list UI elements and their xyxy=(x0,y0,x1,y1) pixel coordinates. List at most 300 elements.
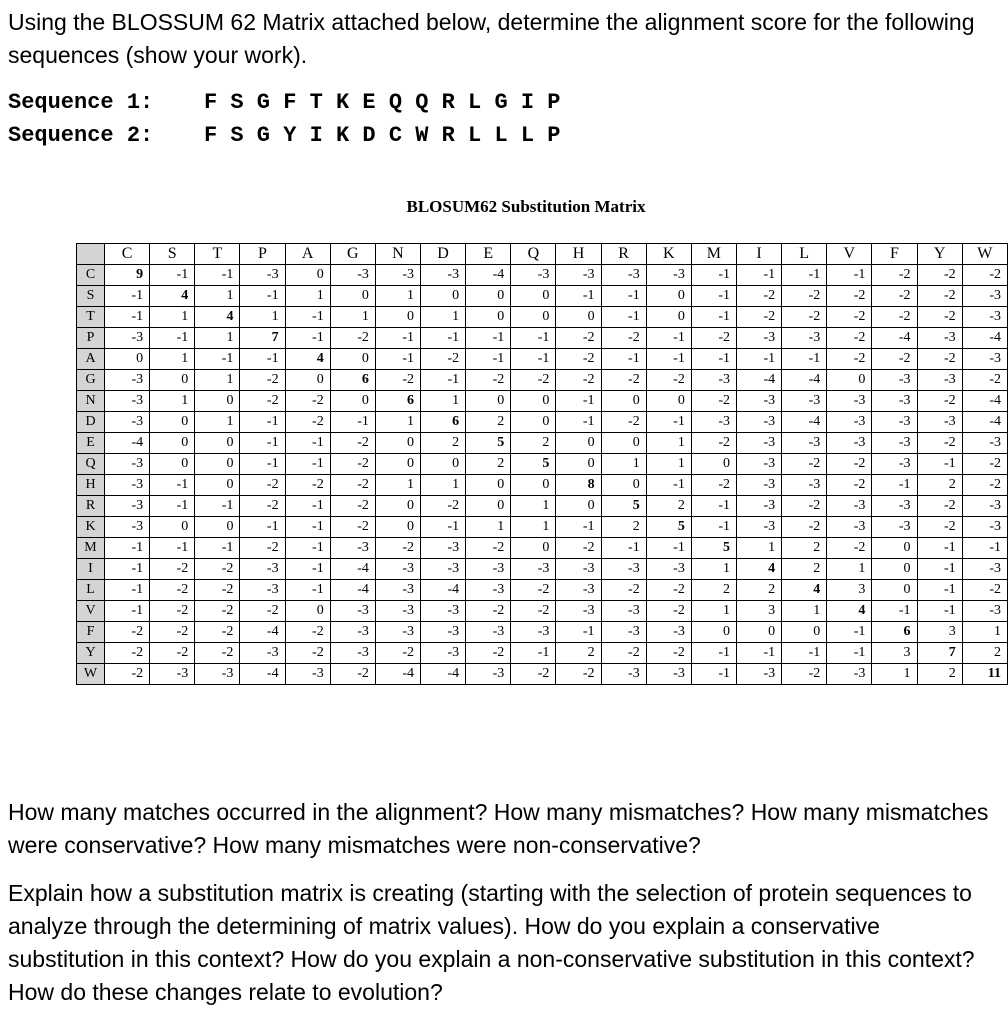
matrix-cell: -2 xyxy=(827,349,872,370)
matrix-cell: 0 xyxy=(872,559,917,580)
matrix-cell: -3 xyxy=(827,412,872,433)
matrix-cell: -2 xyxy=(917,391,962,412)
matrix-cell: 0 xyxy=(375,517,420,538)
matrix-cell: -2 xyxy=(240,370,285,391)
matrix-cell: -3 xyxy=(466,559,511,580)
matrix-cell: 1 xyxy=(511,517,556,538)
matrix-cell: -3 xyxy=(872,370,917,391)
matrix-cell: 0 xyxy=(375,307,420,328)
matrix-cell: -1 xyxy=(240,454,285,475)
matrix-cell: 0 xyxy=(511,412,556,433)
matrix-cell: 0 xyxy=(646,391,691,412)
matrix-cell: -2 xyxy=(195,622,240,643)
matrix-cell: -2 xyxy=(105,622,150,643)
matrix-cell: -3 xyxy=(691,412,736,433)
matrix-cell: 1 xyxy=(646,454,691,475)
blosum62-matrix xyxy=(76,243,1008,685)
matrix-row-header: D xyxy=(77,412,105,433)
matrix-cell: -1 xyxy=(601,349,646,370)
matrix-cell: 0 xyxy=(556,433,601,454)
matrix-row-header: T xyxy=(77,307,105,328)
matrix-cell: -1 xyxy=(285,517,330,538)
matrix-cell: 1 xyxy=(150,307,195,328)
matrix-cell: -2 xyxy=(150,580,195,601)
matrix-cell: -2 xyxy=(285,622,330,643)
matrix-row-header: Q xyxy=(77,454,105,475)
matrix-cell: 2 xyxy=(511,433,556,454)
matrix-cell: 0 xyxy=(511,538,556,559)
matrix-cell: -2 xyxy=(917,265,962,286)
matrix-cell: 1 xyxy=(150,391,195,412)
matrix-cell: -3 xyxy=(375,580,420,601)
matrix-row xyxy=(77,349,1008,370)
matrix-cell: -1 xyxy=(917,454,962,475)
matrix-cell: -4 xyxy=(782,412,827,433)
matrix-cell: -1 xyxy=(466,328,511,349)
matrix-cell: 0 xyxy=(691,454,736,475)
matrix-cell: -3 xyxy=(421,559,466,580)
matrix-cell: 0 xyxy=(375,496,420,517)
matrix-column-header: E xyxy=(466,244,511,265)
matrix-cell: -3 xyxy=(827,517,872,538)
matrix-cell: 6 xyxy=(872,622,917,643)
matrix-cell: -3 xyxy=(917,328,962,349)
matrix-cell: -1 xyxy=(691,643,736,664)
matrix-cell: -3 xyxy=(872,496,917,517)
matrix-cell: 0 xyxy=(782,622,827,643)
matrix-cell: -2 xyxy=(330,475,375,496)
matrix-cell: 1 xyxy=(421,391,466,412)
matrix-row-header: M xyxy=(77,538,105,559)
matrix-cell: -1 xyxy=(962,538,1007,559)
matrix-cell: 6 xyxy=(330,370,375,391)
matrix-header-row xyxy=(77,244,1008,265)
matrix-cell: -4 xyxy=(240,622,285,643)
matrix-cell: -3 xyxy=(330,643,375,664)
matrix-cell: -3 xyxy=(917,412,962,433)
matrix-row-header: W xyxy=(77,664,105,685)
matrix-cell: 2 xyxy=(601,517,646,538)
matrix-cell: -1 xyxy=(736,349,781,370)
matrix-cell: -2 xyxy=(330,454,375,475)
matrix-cell: -2 xyxy=(601,643,646,664)
matrix-row xyxy=(77,370,1008,391)
matrix-cell: -1 xyxy=(195,265,240,286)
matrix-cell: 8 xyxy=(556,475,601,496)
matrix-cell: -2 xyxy=(962,265,1007,286)
matrix-cell: -1 xyxy=(285,538,330,559)
matrix-cell: 2 xyxy=(466,412,511,433)
matrix-cell: -1 xyxy=(511,328,556,349)
matrix-row xyxy=(77,412,1008,433)
matrix-row-header: S xyxy=(77,286,105,307)
matrix-cell: -2 xyxy=(962,454,1007,475)
matrix-cell: -2 xyxy=(285,391,330,412)
matrix-cell: -2 xyxy=(556,664,601,685)
matrix-column-header: V xyxy=(827,244,872,265)
matrix-cell: 0 xyxy=(150,517,195,538)
matrix-row-header: G xyxy=(77,370,105,391)
matrix-cell: -3 xyxy=(556,601,601,622)
matrix-cell: -2 xyxy=(646,601,691,622)
matrix-cell: -2 xyxy=(872,286,917,307)
matrix-cell: -1 xyxy=(872,601,917,622)
matrix-cell: -2 xyxy=(195,643,240,664)
matrix-cell: 5 xyxy=(646,517,691,538)
matrix-cell: 1 xyxy=(375,286,420,307)
matrix-cell: -3 xyxy=(827,664,872,685)
matrix-cell: 4 xyxy=(285,349,330,370)
matrix-cell: -2 xyxy=(962,475,1007,496)
matrix-cell: -2 xyxy=(195,559,240,580)
matrix-cell: -2 xyxy=(556,328,601,349)
matrix-cell: -4 xyxy=(782,370,827,391)
matrix-cell: 1 xyxy=(195,328,240,349)
matrix-cell: -2 xyxy=(556,370,601,391)
matrix-cell: -2 xyxy=(150,559,195,580)
matrix-cell: -3 xyxy=(782,475,827,496)
matrix-cell: -3 xyxy=(601,622,646,643)
matrix-cell: -2 xyxy=(285,643,330,664)
matrix-cell: -2 xyxy=(285,475,330,496)
matrix-column-header: I xyxy=(736,244,781,265)
matrix-cell: -2 xyxy=(827,307,872,328)
matrix-cell: -3 xyxy=(466,622,511,643)
matrix-cell: -2 xyxy=(917,307,962,328)
matrix-cell: -3 xyxy=(601,664,646,685)
matrix-cell: -2 xyxy=(601,328,646,349)
matrix-cell: -4 xyxy=(962,412,1007,433)
matrix-column-header: W xyxy=(962,244,1007,265)
matrix-cell: 0 xyxy=(330,286,375,307)
matrix-cell: 2 xyxy=(736,580,781,601)
matrix-cell: -1 xyxy=(556,517,601,538)
matrix-row xyxy=(77,664,1008,685)
matrix-row-header: Y xyxy=(77,643,105,664)
matrix-cell: -3 xyxy=(962,433,1007,454)
matrix-cell: -2 xyxy=(782,517,827,538)
matrix-cell: -2 xyxy=(511,664,556,685)
matrix-cell: -1 xyxy=(782,349,827,370)
matrix-cell: -4 xyxy=(421,664,466,685)
matrix-row-header: P xyxy=(77,328,105,349)
matrix-cell: -1 xyxy=(195,538,240,559)
matrix-cell: -2 xyxy=(601,412,646,433)
matrix-row xyxy=(77,391,1008,412)
sequence-2 xyxy=(8,123,560,148)
matrix-cell: 0 xyxy=(736,622,781,643)
matrix-cell: -1 xyxy=(691,517,736,538)
matrix-row-header: L xyxy=(77,580,105,601)
matrix-cell: -3 xyxy=(646,664,691,685)
matrix-cell: -1 xyxy=(646,328,691,349)
matrix-cell: -1 xyxy=(646,538,691,559)
matrix-cell: -2 xyxy=(782,286,827,307)
question-explain-matrix: Explain how a substitution matrix is creating (starting with the selection of protein sequences to analyze through the determining of matrix values). How do you explain a conservative substitution in this context? How do you explain a non-conservative substitution in this context? How do these changes relate to evolution? xyxy=(8,880,975,1005)
matrix-cell: -2 xyxy=(466,370,511,391)
matrix-column-header: L xyxy=(782,244,827,265)
matrix-cell: 1 xyxy=(195,370,240,391)
matrix-cell: -2 xyxy=(827,328,872,349)
matrix-cell: -3 xyxy=(105,454,150,475)
matrix-cell: -2 xyxy=(330,496,375,517)
matrix-row xyxy=(77,433,1008,454)
matrix-column-header: P xyxy=(240,244,285,265)
matrix-cell: 0 xyxy=(195,475,240,496)
matrix-cell: -1 xyxy=(917,580,962,601)
matrix-row xyxy=(77,601,1008,622)
matrix-cell: 5 xyxy=(601,496,646,517)
matrix-cell: -2 xyxy=(330,664,375,685)
matrix-cell: -1 xyxy=(601,286,646,307)
matrix-cell: -1 xyxy=(691,307,736,328)
matrix-cell: -3 xyxy=(917,370,962,391)
matrix-cell: 0 xyxy=(872,538,917,559)
matrix-cell: -1 xyxy=(872,475,917,496)
matrix-cell: -3 xyxy=(872,412,917,433)
matrix-cell: 2 xyxy=(556,643,601,664)
matrix-column-header: Y xyxy=(917,244,962,265)
matrix-cell: 2 xyxy=(917,664,962,685)
matrix-cell: -3 xyxy=(646,265,691,286)
matrix-cell: 0 xyxy=(556,496,601,517)
matrix-cell: -2 xyxy=(646,580,691,601)
matrix-cell: -2 xyxy=(195,601,240,622)
matrix-cell: -2 xyxy=(330,328,375,349)
matrix-row-header: E xyxy=(77,433,105,454)
matrix-cell: -2 xyxy=(962,370,1007,391)
matrix-cell: -3 xyxy=(962,307,1007,328)
matrix-cell: 0 xyxy=(466,391,511,412)
matrix-cell: -3 xyxy=(330,622,375,643)
matrix-cell: 0 xyxy=(691,622,736,643)
matrix-cell: -1 xyxy=(511,643,556,664)
matrix-cell: -2 xyxy=(466,601,511,622)
matrix-cell: -1 xyxy=(150,538,195,559)
matrix-cell: -4 xyxy=(466,265,511,286)
matrix-cell: 0 xyxy=(150,454,195,475)
matrix-cell: -1 xyxy=(150,328,195,349)
matrix-cell: -3 xyxy=(962,349,1007,370)
matrix-cell: 0 xyxy=(827,370,872,391)
matrix-cell: 0 xyxy=(556,307,601,328)
matrix-cell: -2 xyxy=(917,349,962,370)
matrix-cell: -2 xyxy=(917,496,962,517)
matrix-cell: -3 xyxy=(421,538,466,559)
matrix-cell: -1 xyxy=(736,265,781,286)
matrix-cell: -1 xyxy=(646,349,691,370)
matrix-cell: -2 xyxy=(646,643,691,664)
matrix-cell: 0 xyxy=(375,454,420,475)
matrix-column-header: S xyxy=(150,244,195,265)
matrix-cell: -1 xyxy=(827,643,872,664)
matrix-cell: -3 xyxy=(195,664,240,685)
matrix-cell: -2 xyxy=(736,307,781,328)
matrix-cell: -1 xyxy=(285,496,330,517)
matrix-cell: 5 xyxy=(511,454,556,475)
matrix-cell: 4 xyxy=(150,286,195,307)
matrix-cell: -2 xyxy=(827,475,872,496)
matrix-cell: -1 xyxy=(691,349,736,370)
matrix-cell: -4 xyxy=(105,433,150,454)
matrix-cell: 0 xyxy=(646,286,691,307)
matrix-cell: -3 xyxy=(240,580,285,601)
matrix-cell: -4 xyxy=(330,580,375,601)
matrix-cell: -3 xyxy=(105,412,150,433)
matrix-cell: -3 xyxy=(736,664,781,685)
matrix-cell: -2 xyxy=(556,538,601,559)
matrix-row-header: R xyxy=(77,496,105,517)
matrix-cell: -2 xyxy=(827,286,872,307)
matrix-cell: -3 xyxy=(105,328,150,349)
matrix-cell: -3 xyxy=(827,391,872,412)
matrix-cell: 0 xyxy=(511,286,556,307)
matrix-cell: 0 xyxy=(105,349,150,370)
matrix-cell: -1 xyxy=(556,412,601,433)
matrix-cell: -1 xyxy=(285,328,330,349)
matrix-cell: -2 xyxy=(150,601,195,622)
matrix-cell: -3 xyxy=(240,559,285,580)
matrix-cell: 2 xyxy=(691,580,736,601)
matrix-column-header: T xyxy=(195,244,240,265)
matrix-cell: -1 xyxy=(556,286,601,307)
matrix-cell: 0 xyxy=(285,265,330,286)
matrix-cell: -1 xyxy=(511,349,556,370)
sequence-1-label: Sequence 1: xyxy=(8,90,154,115)
matrix-cell: 4 xyxy=(736,559,781,580)
matrix-cell: 4 xyxy=(782,580,827,601)
sequence-2-label: Sequence 2: xyxy=(8,123,154,148)
matrix-title: BLOSUM62 Substitution Matrix xyxy=(406,197,646,216)
matrix-cell: -3 xyxy=(421,265,466,286)
matrix-cell: -3 xyxy=(872,454,917,475)
matrix-cell: 1 xyxy=(646,433,691,454)
matrix-cell: -2 xyxy=(240,601,285,622)
matrix-cell: -3 xyxy=(466,580,511,601)
matrix-cell: -1 xyxy=(827,622,872,643)
matrix-cell: -2 xyxy=(466,643,511,664)
matrix-cell: -2 xyxy=(782,454,827,475)
matrix-cell: 4 xyxy=(195,307,240,328)
matrix-column-header: Q xyxy=(511,244,556,265)
matrix-cell: -1 xyxy=(421,328,466,349)
matrix-cell: -2 xyxy=(240,391,285,412)
matrix-cell: -2 xyxy=(150,643,195,664)
matrix-cell: -3 xyxy=(782,328,827,349)
matrix-cell: -1 xyxy=(782,643,827,664)
matrix-cell: -4 xyxy=(872,328,917,349)
matrix-cell: 1 xyxy=(782,601,827,622)
matrix-cell: -2 xyxy=(556,349,601,370)
matrix-row xyxy=(77,622,1008,643)
matrix-cell: 3 xyxy=(917,622,962,643)
matrix-cell: 1 xyxy=(466,517,511,538)
matrix-cell: 0 xyxy=(466,286,511,307)
matrix-cell: -3 xyxy=(375,559,420,580)
matrix-cell: -3 xyxy=(827,496,872,517)
matrix-column-header: F xyxy=(872,244,917,265)
matrix-cell: -3 xyxy=(736,517,781,538)
matrix-cell: -1 xyxy=(240,349,285,370)
matrix-cell: -3 xyxy=(962,496,1007,517)
matrix-cell: -3 xyxy=(736,433,781,454)
sequence-1 xyxy=(8,90,560,115)
matrix-cell: 0 xyxy=(601,475,646,496)
matrix-cell: -3 xyxy=(736,496,781,517)
matrix-cell: -2 xyxy=(691,391,736,412)
matrix-row xyxy=(77,496,1008,517)
matrix-cell: -3 xyxy=(105,475,150,496)
matrix-cell: 0 xyxy=(601,433,646,454)
matrix-cell: -3 xyxy=(240,265,285,286)
matrix-cell: -2 xyxy=(285,412,330,433)
matrix-cell: -3 xyxy=(240,643,285,664)
matrix-cell: -3 xyxy=(872,433,917,454)
matrix-cell: -1 xyxy=(782,265,827,286)
matrix-cell: -1 xyxy=(601,538,646,559)
matrix-cell: -2 xyxy=(872,307,917,328)
matrix-cell: -3 xyxy=(556,265,601,286)
matrix-cell: 7 xyxy=(240,328,285,349)
matrix-cell: 5 xyxy=(466,433,511,454)
matrix-cell: -3 xyxy=(646,622,691,643)
matrix-cell: -2 xyxy=(421,349,466,370)
matrix-cell: -3 xyxy=(736,328,781,349)
matrix-cell: -1 xyxy=(285,559,330,580)
matrix-column-header: R xyxy=(601,244,646,265)
matrix-cell: -2 xyxy=(105,664,150,685)
matrix-cell: 0 xyxy=(511,391,556,412)
matrix-cell: -1 xyxy=(285,307,330,328)
matrix-cell: 1 xyxy=(601,454,646,475)
matrix-cell: -3 xyxy=(736,454,781,475)
matrix-cell: -2 xyxy=(240,475,285,496)
matrix-cell: -2 xyxy=(917,517,962,538)
matrix-cell: -3 xyxy=(736,412,781,433)
matrix-cell: -2 xyxy=(827,538,872,559)
matrix-cell: -1 xyxy=(691,664,736,685)
matrix-cell: -1 xyxy=(556,391,601,412)
matrix-cell: -1 xyxy=(466,349,511,370)
matrix-cell: -2 xyxy=(917,286,962,307)
matrix-cell: -2 xyxy=(330,433,375,454)
matrix-cell: -3 xyxy=(962,601,1007,622)
matrix-cell: -3 xyxy=(511,622,556,643)
matrix-cell: -1 xyxy=(105,538,150,559)
matrix-cell: -3 xyxy=(421,622,466,643)
matrix-cell: -2 xyxy=(601,370,646,391)
matrix-cell: -2 xyxy=(917,433,962,454)
matrix-cell: -2 xyxy=(691,475,736,496)
matrix-row-header: I xyxy=(77,559,105,580)
matrix-cell: -1 xyxy=(105,601,150,622)
matrix-cell: -1 xyxy=(105,286,150,307)
matrix-cell: -3 xyxy=(105,391,150,412)
matrix-cell: 9 xyxy=(105,265,150,286)
matrix-row xyxy=(77,475,1008,496)
matrix-cell: -1 xyxy=(556,622,601,643)
matrix-cell: -3 xyxy=(601,559,646,580)
sequence-1-residues: F S G F T K E Q Q R L G I P xyxy=(204,90,561,115)
matrix-cell: 7 xyxy=(917,643,962,664)
matrix-cell: -3 xyxy=(150,664,195,685)
matrix-cell: 0 xyxy=(285,601,330,622)
matrix-row-header: H xyxy=(77,475,105,496)
matrix-cell: -4 xyxy=(421,580,466,601)
matrix-cell: -1 xyxy=(105,580,150,601)
matrix-cell: 1 xyxy=(511,496,556,517)
matrix-cell: 0 xyxy=(466,475,511,496)
